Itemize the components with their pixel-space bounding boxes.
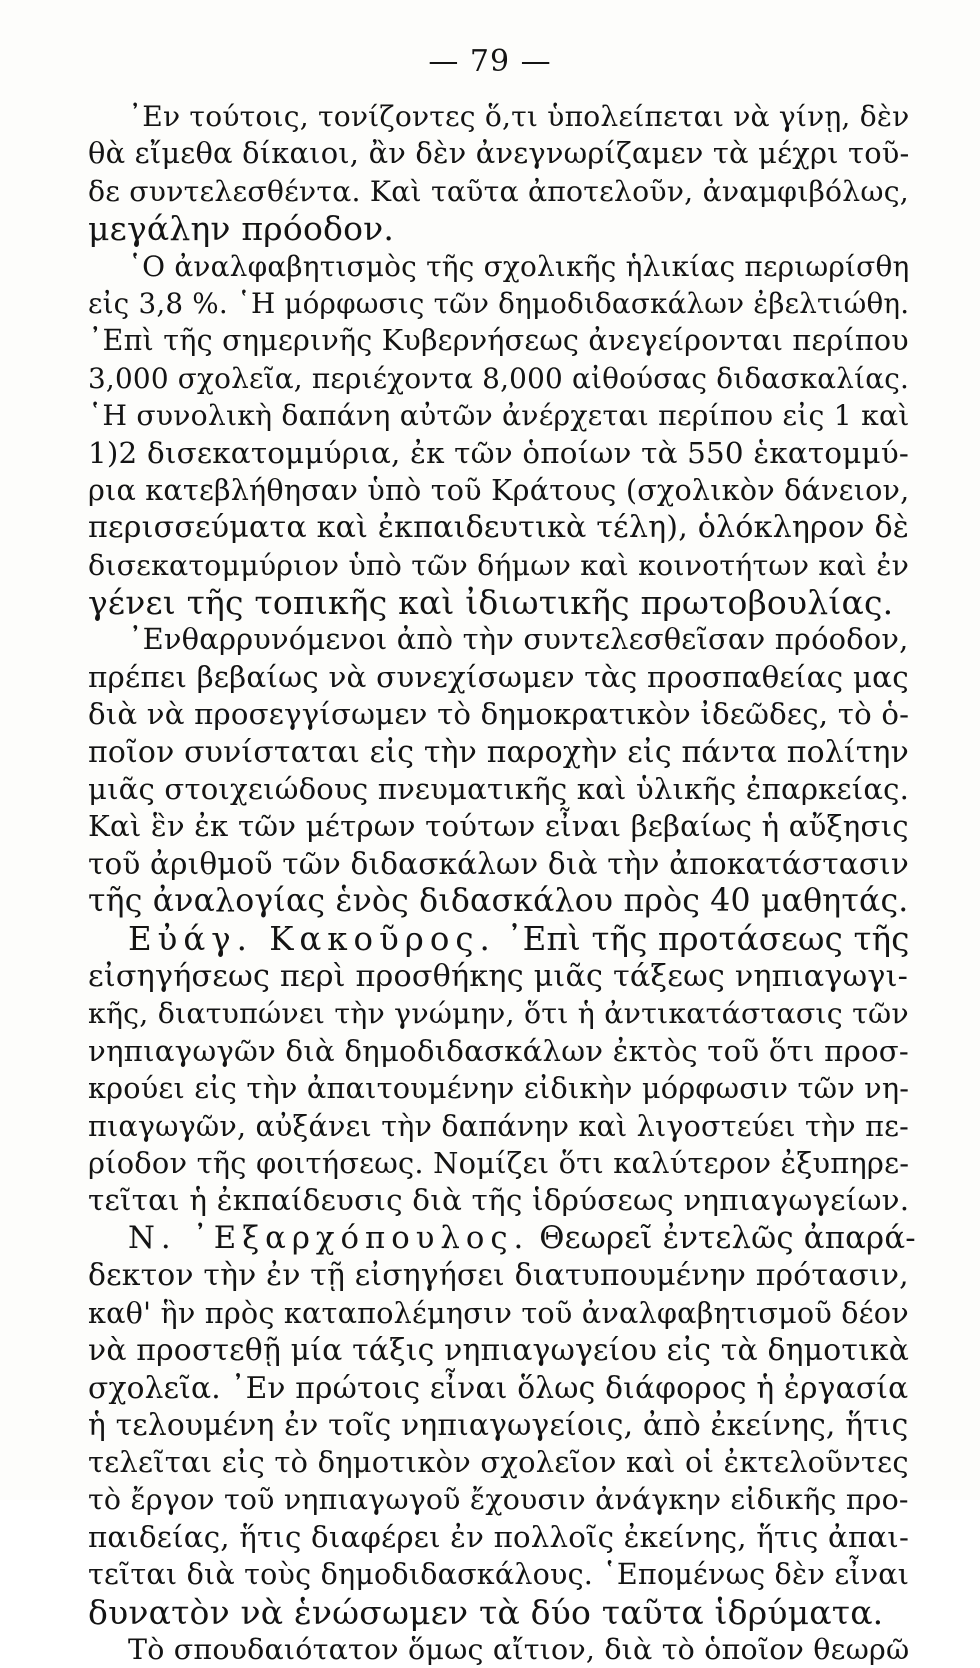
text-line: ἡ τελουμένη ἐν τοῖς νηπιαγωγείοις, ἀπὸ ἐκείνης, ἥτις xyxy=(88,1407,909,1443)
text-line: σχολεῖα. ᾿Εν πρώτοις εἶναι ὅλως διάφορος ἡ ἐργασία xyxy=(88,1370,909,1406)
text-line: νηπιαγωγῶν διὰ δημοδιδασκάλων ἐκτὸς τοῦ ὅτι προσ- xyxy=(88,1033,909,1068)
text-line: εἰς 3,8 %. ῾Η μόρφωσις τῶν δημοδιδασκάλων ἐβελτιώθη. xyxy=(88,286,910,320)
text-line: καθ' ἣν πρὸς καταπολέμησιν τοῦ ἀναλφαβητισμοῦ δέον xyxy=(88,1295,909,1330)
text-line: ρια κατεβλήθησαν ὑπὸ τοῦ Κράτους (σχολικὸν δάνειον, xyxy=(88,472,910,507)
text-line: τεῖται ἡ ἐκπαίδευσις διὰ τῆς ἱδρύσεως νηπιαγωγείων. xyxy=(88,1183,910,1218)
text-line: Ν. ᾿Εξαρχόπουλος. Θεωρεῖ ἐντελῶς ἀπαρά- xyxy=(128,1219,916,1256)
text-line: ποῖον συνίσταται εἰς τὴν παροχὴν εἰς πάντα πολίτην xyxy=(88,734,909,770)
speaker-name: Εὐάγ. Κακοῦρος. xyxy=(128,919,496,958)
body-text xyxy=(88,98,916,1668)
text-line: τὸ ἔργον τοῦ νηπιαγωγοῦ ἔχουσιν ἀνάγκην εἰδικῆς προ- xyxy=(88,1483,909,1517)
text-line: περισσεύματα καὶ ἐκπαιδευτικὰ τέλη), ὁλόκληρον δὲ xyxy=(88,510,910,546)
text-line: ᾿Επὶ τῆς σημερινῆς Κυβερνήσεως ἀνεγείρονται περίπου xyxy=(88,323,909,358)
text-line: δισεκατομμύριον ὑπὸ τῶν δήμων καὶ κοινοτήτων καὶ ἐν xyxy=(88,548,910,582)
text-line: τῆς ἀναλογίας ἑνὸς διδασκάλου πρὸς 40 μαθητάς. xyxy=(88,883,909,920)
text-line: πιαγωγῶν, αὐξάνει τὴν δαπάνην καὶ λιγοστεύει τὴν πε- xyxy=(88,1108,909,1143)
page-number: — 79 — xyxy=(428,44,552,79)
text-line: νὰ προστεθῇ μία τάξις νηπιαγωγείου εἰς τὰ δημοτικὰ xyxy=(88,1332,910,1368)
text-line: 1)2 δισεκατομμύρια, ἐκ τῶν ὁποίων τὰ 550 ἑκατομμύ- xyxy=(88,435,910,470)
text-line: Καὶ ἓν ἐκ τῶν μέτρων τούτων εἶναι βεβαίως ἡ αὔξησις xyxy=(88,809,909,844)
text-line: δυνατὸν νὰ ἑνώσωμεν τὰ δύο ταῦτα ἱδρύματα. xyxy=(88,1592,884,1632)
text-line: γένει τῆς τοπικῆς καὶ ἰδιωτικῆς πρωτοβουλίας. xyxy=(88,583,894,623)
text-line: τοῦ ἀριθμοῦ τῶν διδασκάλων διὰ τὴν ἀποκατάστασιν xyxy=(88,846,909,881)
text-line: ρίοδον τῆς φοιτήσεως. Νομίζει ὅτι καλύτερον ἐξυπηρε- xyxy=(88,1145,910,1180)
text-line: εἰσηγήσεως περὶ προσθήκης μιᾶς τάξεως νηπιαγωγι- xyxy=(88,958,909,994)
text-line: θὰ εἴμεθα δίκαιοι, ἂν δὲν ἀνεγνωρίζαμεν τὰ μέχρι τοῦ- xyxy=(88,136,910,171)
text-line: δε συντελεσθέντα. Καὶ ταῦτα ἀποτελοῦν, ἀναμφιβόλως, xyxy=(88,174,909,208)
text-line: πρέπει βεβαίως νὰ συνεχίσωμεν τὰς προσπαθείας μας xyxy=(88,659,909,694)
text-line: κρούει εἰς τὴν ἀπαιτουμένην εἰδικὴν μόρφωσιν τῶν νη- xyxy=(88,1071,910,1106)
speaker-name: Ν. ᾿Εξαρχόπουλος. xyxy=(128,1219,530,1256)
text-line: ῾Η συνολικὴ δαπάνη αὐτῶν ἀνέρχεται περίπου εἰς 1 καὶ xyxy=(88,399,910,433)
text-line: ᾿Ενθαρρυνόμενοι ἀπὸ τὴν συντελεσθεῖσαν πρόοδον, xyxy=(128,622,909,657)
text-line: μιᾶς στοιχειώδους πνευματικῆς καὶ ὑλικῆς ἐπαρκείας. xyxy=(88,772,910,807)
text-line: Εὐάγ. Κακοῦρος. ᾿Επὶ τῆς προτάσεως τῆς xyxy=(128,919,910,958)
text-line: 3,000 σχολεῖα, περιέχοντα 8,000 αἰθούσας διδασκαλίας. xyxy=(88,361,910,395)
text-line: τελεῖται εἰς τὸ δημοτικὸν σχολεῖον καὶ οἱ ἐκτελοῦντες xyxy=(88,1445,909,1480)
text-line: κῆς, διατυπώνει τὴν γνώμην, ὅτι ἡ ἀντικατάστασις τῶν xyxy=(88,997,909,1031)
text-line: τεῖται διὰ τοὺς δημοδιδασκάλους. ῾Επομένως δὲν εἶναι xyxy=(88,1557,910,1592)
text-line: Τὸ σπουδαιότατον ὅμως αἴτιον, διὰ τὸ ὁποῖον θεωρῶ xyxy=(128,1633,910,1667)
text-line: δεκτον τὴν ἐν τῇ εἰσηγήσει διατυπουμένην πρότασιν, xyxy=(88,1258,909,1294)
text-line: ᾿Εν τούτοις, τονίζοντες ὅ,τι ὑπολείπεται νὰ γίνῃ, δὲν xyxy=(128,100,910,133)
text-line: ῾Ο ἀναλφαβητισμὸς τῆς σχολικῆς ἡλικίας περιωρίσθη xyxy=(128,249,910,283)
text-line: διὰ νὰ προσεγγίσωμεν τὸ δημοκρατικὸν ἰδεῶδες, τὸ ὁ- xyxy=(88,697,910,732)
text-line: μεγάλην πρόοδον. xyxy=(88,209,395,249)
text-line: παιδείας, ἥτις διαφέρει ἐν πολλοῖς ἐκείνης, ἥτις ἀπαι- xyxy=(88,1519,910,1554)
